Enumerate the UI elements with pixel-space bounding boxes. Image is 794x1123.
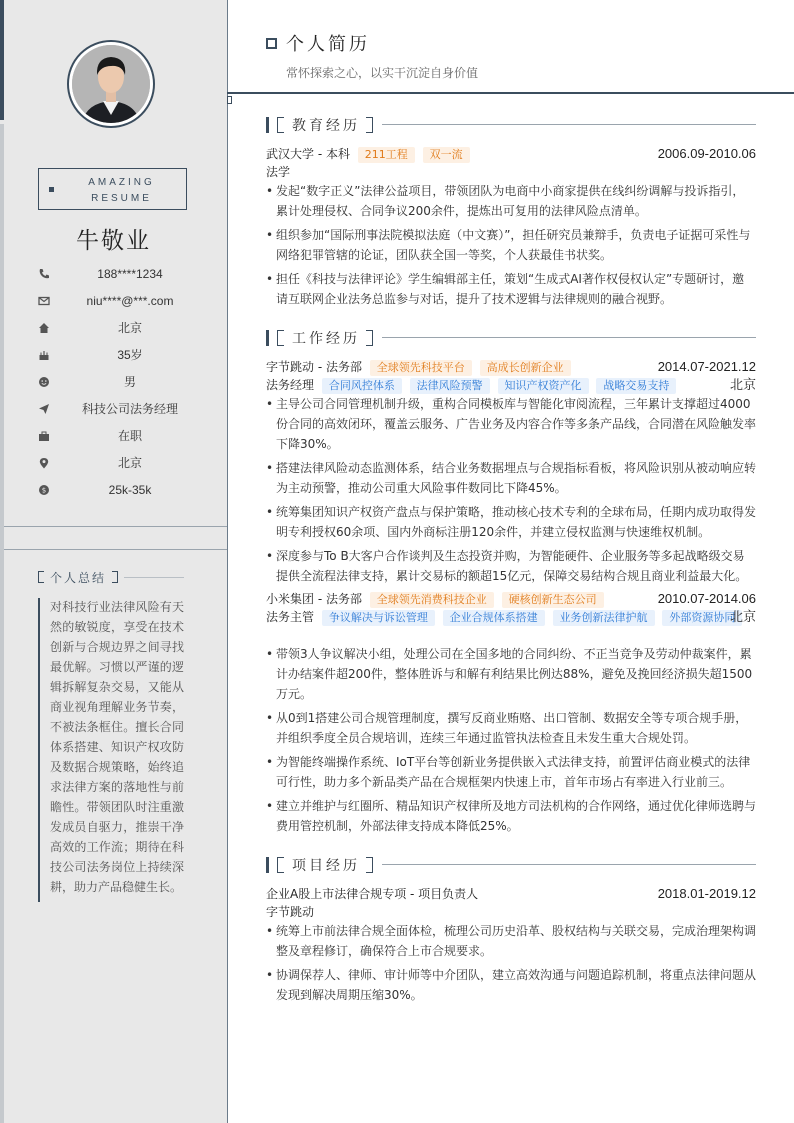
company-tag: 全球领先科技平台 [370,360,472,376]
job-role: 法务主管 [266,610,315,624]
header-rule [227,92,794,94]
page-subtitle: 常怀探索之心，以实干沉淀自身价值 [286,66,479,80]
info-gender: 男 [30,373,220,391]
role-tag: 法律风险预警 [410,378,490,394]
job-role: 法务经理 [266,378,315,392]
cake-icon [38,349,50,361]
list-item: • 从0到1搭建公司合规管理制度，撰写反商业贿赂、出口管制、数据安全等专项合规手册，并组织季度全员合规培训，连续三年通过监管执法检查且未发生重大合规处罚。 [266,708,756,748]
job-date: 2014.07-2021.12 [657,359,756,374]
bracket-right-icon [366,857,373,873]
bracket-right-icon [366,330,373,346]
info-home: 北京 [30,319,220,337]
work-heading [266,329,756,347]
section-title: 项目经历 [292,858,360,874]
section-title: 教育经历 [292,118,360,134]
role-tag: 外部资源协同 [662,610,742,626]
list-item: • 统筹上市前法律合规全面体检，梳理公司历史沿革、股权结构与关联交易，完成治理架构调整及章程修订，确保符合上市合规要求。 [266,921,756,961]
info-status: 在职 [30,427,220,445]
summary-heading-rule [124,577,184,578]
badge-square-icon [49,187,54,192]
sidebar-divider [4,549,227,550]
sidebar-accent-bar-lower [0,124,4,1123]
school-tag: 双一流 [423,147,470,163]
list-item: • 为智能终端操作系统、IoT平台等创新业务提供嵌入式法律支持，前置评估商业模式的法律可行性，助力多个新品类产品在合规框架内快速上市，首年市场占有率进入行业前三。 [266,752,756,792]
education-heading [266,116,756,134]
company-tag: 硬核创新生态公司 [502,592,604,608]
job-city: 北京 [729,377,756,392]
role-tag: 战略交易支持 [596,378,676,394]
role-tag: 争议解决与诉讼管理 [322,610,435,626]
job-date: 2010.07-2014.06 [657,591,756,606]
page-title: 个人简历 [286,34,370,55]
project-bullets [266,921,756,1009]
avatar-photo [72,45,150,123]
job-role-line [266,377,756,394]
info-salary: $ 25k-35k [30,481,220,499]
smile-icon [38,376,50,388]
company-name: 小米集团 - 法务部 [266,592,362,606]
list-item: • 建立并维护与红圈所、精品知识产权律所及地方司法机构的合作网络，通过优化律师选聘与费用管控机制，外部法律支持成本降低25%。 [266,796,756,836]
school-tag: 211工程 [358,147,415,163]
summary-title: 个人总结 [50,571,107,585]
list-item: • 统筹集团知识产权资产盘点与保护策略，推动核心技术专利的全球布局，任期内成功取得发明专利授权60余项、国内外商标注册120余件，并建立侵权监测与快速维权机制。 [266,502,756,542]
section-rule [382,864,756,865]
section-bar [266,857,269,873]
dollar-icon [38,484,50,496]
summary-heading [38,570,188,584]
info-location: 北京 [30,454,220,472]
job-role-line [266,609,756,626]
project-name: 企业A股上市法律合规专项 - 项目负责人 [266,887,479,901]
project-header [266,886,756,902]
info-email: niu****@***.com [30,292,220,310]
list-item: • 组织参加“国际刑事法院模拟法庭（中文赛）”，担任研究员兼辩手，负责电子证据可采性与网络犯罪管辖的论证，团队获全国一等奖，个人获最佳书状奖。 [266,225,756,265]
job-header [266,359,756,376]
rule-marker [227,96,232,104]
role-tag: 企业合规体系搭建 [443,610,545,626]
job-city: 北京 [729,609,756,624]
mail-icon [38,295,50,307]
avatar [67,40,155,128]
role-tag: 业务创新法律护航 [553,610,655,626]
education-date: 2006.09-2010.06 [657,146,756,161]
company-tag: 全球领先消费科技企业 [370,592,494,608]
school-name: 武汉大学 - 本科 [266,147,350,161]
list-item: • 带领3人争议解决小组，处理公司在全国多地的合同纠纷、不正当竞争及劳动仲裁案件，累计办结案件超200件，整体胜诉与和解有利结果比例达88%，避免及挽回经济损失超1500万元。 [266,644,756,704]
list-item: • 担任《科技与法律评论》学生编辑部主任，策划“生成式AI著作权侵权认定”专题研讨，邀请互联网企业法务总监参与对话，提升了技术逻辑与法律规则的融合视野。 [266,269,756,309]
list-item: • 发起“数字正义”法律公益项目，带领团队为电商中小商家提供在线纠纷调解与投诉指引，累计处理侵权、合同争议200余件，提炼出可复用的法律风险点清单。 [266,181,756,221]
education-major: 法学 [266,165,291,179]
sidebar-accent-bar [0,0,4,120]
home-icon [38,322,50,334]
project-company: 字节跳动 [266,905,315,919]
company-tag: 高成长创新企业 [480,360,571,376]
job-bullets [266,644,756,840]
role-tag: 知识产权资产化 [498,378,589,394]
job-bullets [266,394,756,590]
svg-text:$: $ [41,486,47,495]
section-rule [382,124,756,125]
list-item: • 协调保荐人、律师、审计师等中介团队，建立高效沟通与问题追踪机制，将重点法律问题从发现到解决周期压缩30%。 [266,965,756,1005]
job-header [266,591,756,608]
info-target-position: 科技公司法务经理 [30,400,220,418]
section-title: 工作经历 [292,331,360,347]
badge-text: AMAZING RESUME [88,177,155,204]
section-rule [382,337,756,338]
bracket-left-icon [277,857,284,873]
info-age: 35岁 [30,346,220,364]
list-item: • 搭建法律风险动态监测体系，结合业务数据埋点与合规指标看板，将风险识别从被动响应转为主动预警，推动公司重大风险事件数同比下降45%。 [266,458,756,498]
info-phone: 188****1234 [30,265,220,283]
role-tag: 合同风控体系 [322,378,402,394]
list-item: • 主导公司合同管理机制升级，重构合同模板库与智能化审阅流程，三年累计支撑超过4000份合同的高效闭环，覆盖云服务、广告业务及内容合作等多条产品线，合同潜在风险触发率下降30%。 [266,394,756,454]
bracket-left-icon [38,571,44,583]
bracket-right-icon [366,117,373,133]
location-pin-icon [38,457,50,469]
section-bar [266,117,269,133]
project-heading [266,856,756,874]
candidate-name: 牛敬业 [76,228,151,254]
bracket-right-icon [112,571,118,583]
amazing-resume-badge [38,168,187,210]
sidebar [0,0,228,1123]
section-bar [266,330,269,346]
company-name: 字节跳动 - 法务部 [266,360,362,374]
list-item: • 深度参与To B大客户合作谈判及生态投资并购，为智能硬件、企业服务等多起战略级交易提供全流程法律支持，累计交易标的额超15亿元，保障交易结构合规且商业利益最大化。 [266,546,756,586]
summary-accent-bar [38,598,40,902]
education-entry-header [266,146,756,163]
title-square-icon [266,38,277,49]
sidebar-divider [4,526,227,527]
briefcase-icon [38,430,50,442]
education-bullets [266,181,756,313]
summary-text: 对科技行业法律风险有天然的敏锐度，享受在技术创新与合规边界之间寻找最优解。习惯以严谨的逻辑拆解复杂交易，又能从商业视角理解业务节奏，不被法条框住。擅长合同体系搭建、知识产权攻防及数据合规策略，始终追求法律方案的落地性与前瞻性。带领团队时注重激发成员自驱力，推崇干净高效的工作流；期待在科技公司法务岗位上持续深耕，助力产品稳健生长。 [50,600,184,894]
bracket-left-icon [277,330,284,346]
phone-icon [38,268,50,280]
send-icon [38,403,50,415]
bracket-left-icon [277,117,284,133]
project-date: 2018.01-2019.12 [657,886,756,901]
